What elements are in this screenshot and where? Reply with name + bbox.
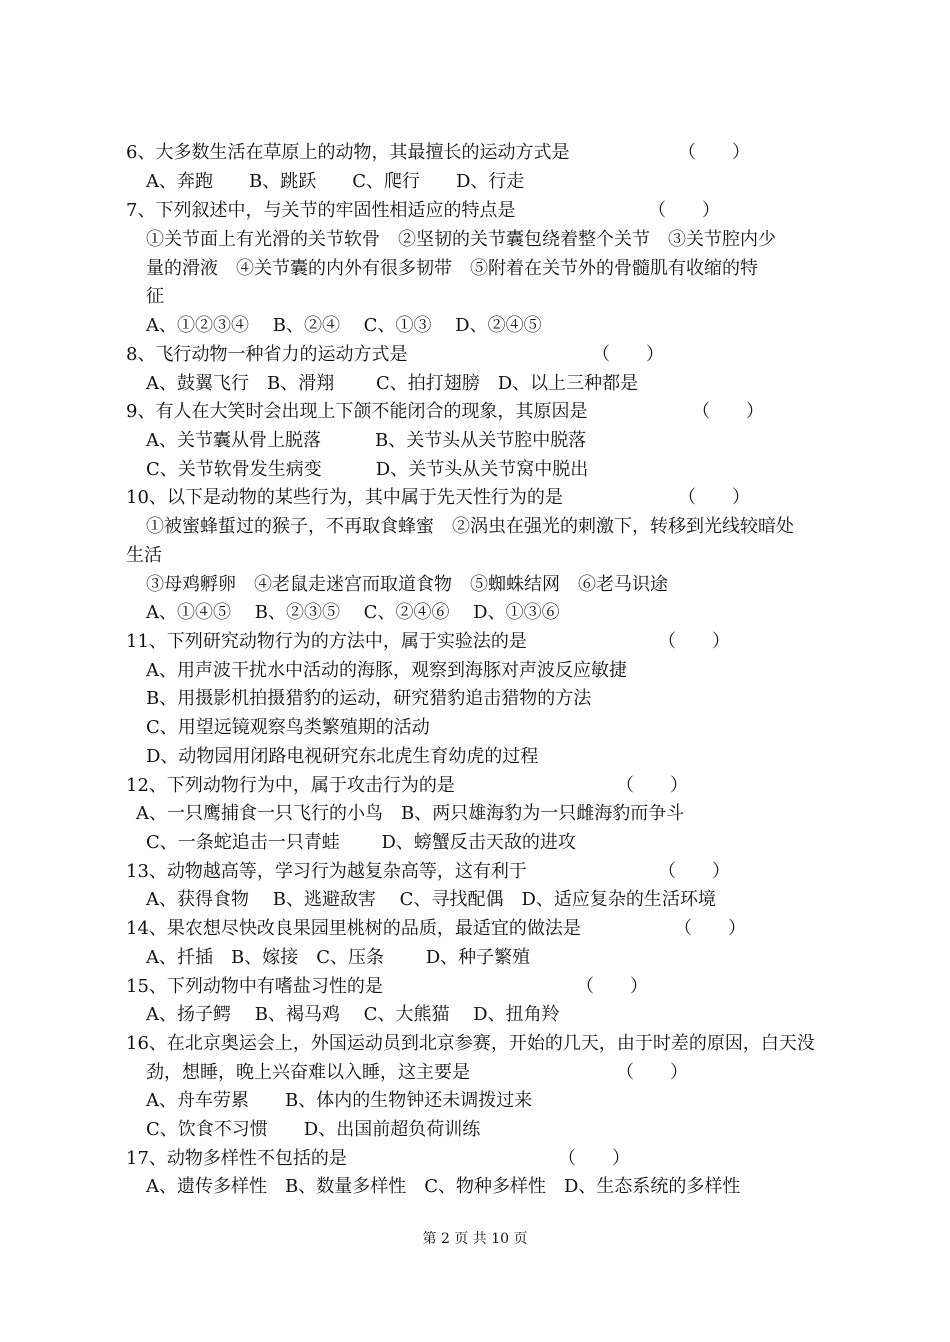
question-16-options-line: A、舟车劳累 B、体内的生物钟还未调拨过来	[146, 1090, 533, 1111]
question-16-text-line: 劲，想睡，晚上兴奋难以入睡，这主要是	[146, 1062, 470, 1083]
question-16-options-line: C、饮食不习惯 D、出国前超负荷训练	[146, 1119, 481, 1140]
question-9-options-line: C、关节软骨发生病变 D、关节头从关节窝中脱出	[146, 459, 589, 480]
question-17-answer-bracket: （ ）	[558, 1148, 630, 1169]
question-7-text-line: 征	[146, 286, 164, 307]
question-7-options: A、①②③④ B、②④ C、①③ D、②④⑤	[146, 315, 542, 336]
question-7-text-line: ①关节面上有光滑的关节软骨 ②坚韧的关节囊包绕着整个关节 ③关节腔内少	[146, 229, 776, 250]
question-8-options: A、鼓翼飞行 B、滑翔 C、拍打翅膀 D、以上三种都是	[146, 373, 639, 394]
question-12-stem: 12、下列动物行为中，属于攻击行为的是	[126, 775, 455, 796]
question-9-answer-bracket: （ ）	[692, 401, 764, 422]
question-8-stem: 8、飞行动物一种省力的运动方式是	[126, 344, 408, 365]
question-9-stem: 9、有人在大笑时会出现上下颌不能闭合的现象，其原因是	[126, 401, 588, 422]
question-13-stem: 13、动物越高等，学习行为越复杂高等，这有利于	[126, 861, 527, 882]
question-10-text-line: 生活	[126, 545, 162, 566]
question-16-stem: 16、在北京奥运会上，外国运动员到北京参赛，开始的几天，由于时差的原因，白天没	[126, 1033, 815, 1054]
question-12-options-line: A、一只鹰捕食一只飞行的小鸟 B、两只雄海豹为一只雌海豹而争斗	[136, 803, 685, 824]
question-11-option-c: C、用望远镜观察鸟类繁殖期的活动	[146, 717, 430, 738]
question-15-stem: 15、下列动物中有嗜盐习性的是	[126, 976, 383, 997]
question-14-answer-bracket: （ ）	[674, 918, 746, 939]
question-6-answer-bracket: （ ）	[678, 142, 750, 163]
question-11-stem: 11、下列研究动物行为的方法中，属于实验法的是	[126, 631, 527, 652]
question-14-stem: 14、果农想尽快改良果园里桃树的品质，最适宜的做法是	[126, 918, 581, 939]
question-14-options: A、扦插 B、嫁接 C、压条 D、种子繁殖	[146, 947, 531, 968]
question-10-stem: 10、以下是动物的某些行为，其中属于先天性行为的是	[126, 487, 563, 508]
question-8-answer-bracket: （ ）	[592, 344, 664, 365]
question-6-options: A、奔跑 B、跳跃 C、爬行 D、行走	[146, 171, 525, 192]
question-9-options-line: A、关节囊从骨上脱落 B、关节头从关节腔中脱落	[146, 430, 587, 451]
question-6-stem: 6、大多数生活在草原上的动物，其最擅长的运动方式是	[126, 142, 570, 163]
question-13-answer-bracket: （ ）	[658, 861, 730, 882]
question-16-answer-bracket: （ ）	[616, 1062, 688, 1083]
page-number-footer: 第 2 页 共 10 页	[422, 1231, 528, 1247]
question-7-text-line: 量的滑液 ④关节囊的内外有很多韧带 ⑤附着在关节外的骨髓肌有收缩的特	[146, 258, 758, 279]
question-10-options: A、①④⑤ B、②③⑤ C、②④⑥ D、①③⑥	[146, 602, 560, 623]
question-10-answer-bracket: （ ）	[678, 487, 750, 508]
question-15-options: A、扬子鳄 B、褐马鸡 C、大熊猫 D、扭角羚	[146, 1004, 560, 1025]
question-7-answer-bracket: （ ）	[648, 200, 720, 221]
question-17-stem: 17、动物多样性不包括的是	[126, 1148, 347, 1169]
question-11-option-b: B、用摄影机拍摄猎豹的运动，研究猎豹追击猎物的方法	[146, 688, 592, 709]
question-12-answer-bracket: （ ）	[616, 775, 688, 796]
question-10-text-line: ③母鸡孵卵 ④老鼠走迷宫而取道食物 ⑤蜘蛛结网 ⑥老马识途	[146, 574, 668, 595]
question-17-options: A、遗传多样性 B、数量多样性 C、物种多样性 D、生态系统的多样性	[146, 1176, 741, 1197]
question-7-stem: 7、下列叙述中，与关节的牢固性相适应的特点是	[126, 200, 516, 221]
question-13-options: A、获得食物 B、逃避敌害 C、寻找配偶 D、适应复杂的生活环境	[146, 889, 716, 910]
question-12-options-line: C、一条蛇追击一只青蛙 D、螃蟹反击天敌的进攻	[146, 832, 576, 853]
question-11-answer-bracket: （ ）	[658, 631, 730, 652]
question-11-option-a: A、用声波干扰水中活动的海豚，观察到海豚对声波反应敏捷	[146, 660, 627, 681]
question-15-answer-bracket: （ ）	[576, 976, 648, 997]
question-11-option-d: D、动物园用闭路电视研究东北虎生育幼虎的过程	[146, 746, 539, 767]
question-10-text-line: ①被蜜蜂蜇过的猴子，不再取食蜂蜜 ②涡虫在强光的刺激下，转移到光线较暗处	[146, 516, 794, 537]
